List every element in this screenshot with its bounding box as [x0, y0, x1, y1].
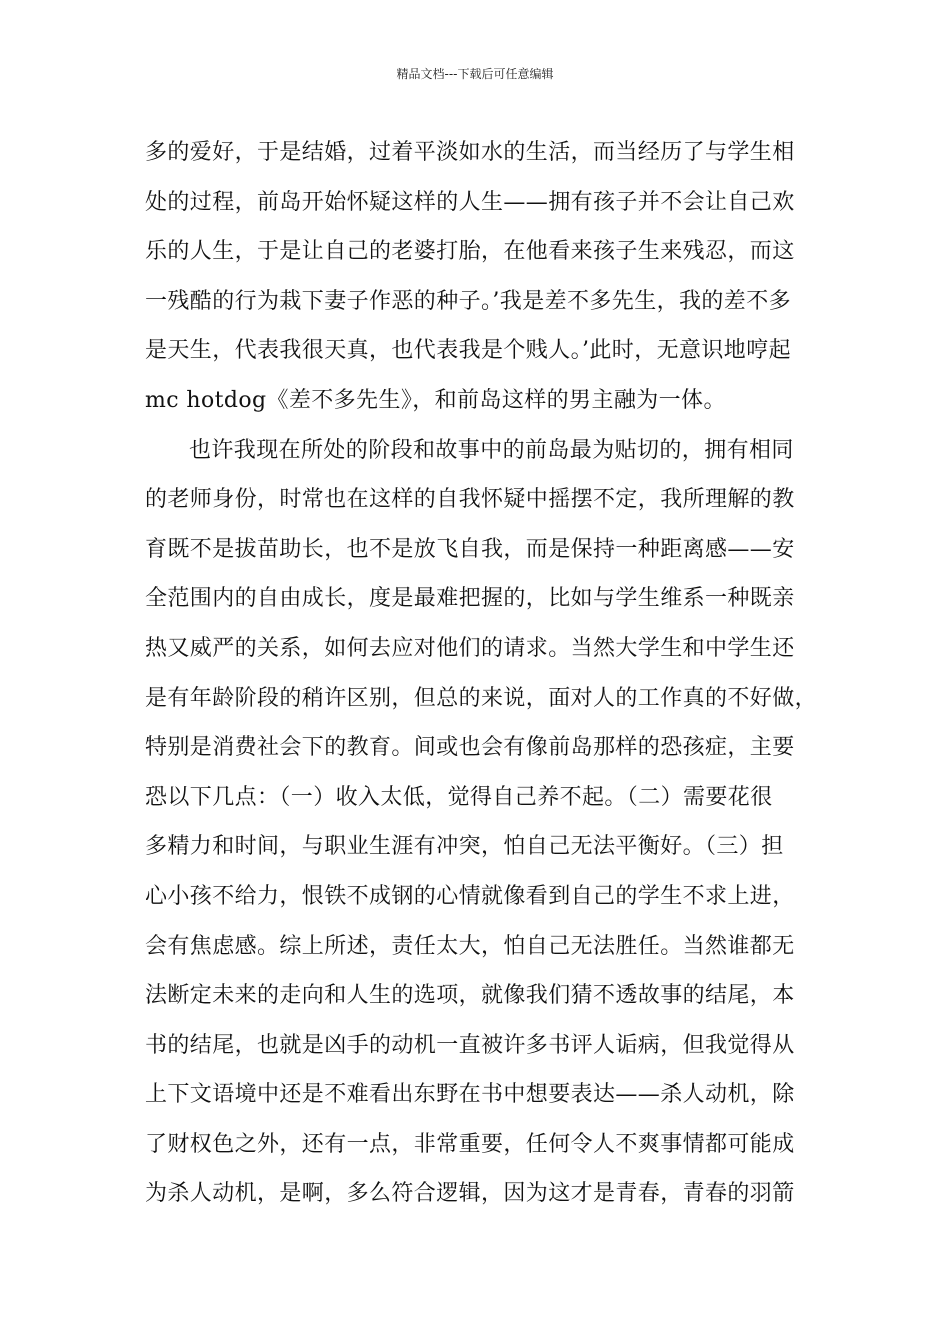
text-line: 法断定未来的走向和人生的选项，就像我们猜不透故事的结尾，本 [145, 983, 795, 1009]
text-line: 会有焦虑感。综上所述，责任太大，怕自己无法胜任。当然谁都无 [145, 933, 795, 959]
text-line: 恐以下几点：（一）收入太低，觉得自己养不起。（二）需要花很 [145, 784, 773, 810]
page-header: 精品文档---下载后可任意编辑 [396, 67, 554, 81]
text-line: 的老师身份，时常也在这样的自我怀疑中摇摆不定，我所理解的教 [145, 487, 795, 513]
text-line: 一残酷的行为栽下妻子作恶的种子。’我是差不多先生，我的差不多 [145, 288, 791, 314]
text-line: 是有年龄阶段的稍许区别，但总的来说，面对人的工作真的不好做， [145, 685, 818, 711]
text-line: 书的结尾，也就是凶手的动机一直被许多书评人诟病，但我觉得从 [145, 1032, 795, 1058]
document-body [145, 128, 825, 1219]
text-line: 是天生，代表我很天真，也代表我是个贱人。’此时，无意识地哼起 [145, 338, 791, 364]
text-line: 热又威严的关系，如何去应对他们的请求。当然大学生和中学生还 [145, 635, 795, 661]
text-line: 心小孩不给力，恨铁不成钢的心情就像看到自己的学生不求上进， [145, 883, 795, 909]
text-line: 多精力和时间，与职业生涯有冲突，怕自己无法平衡好。（三）担 [145, 834, 784, 860]
text-line-indented: 也许我现在所处的阶段和故事中的前岛最为贴切的，拥有相同 [189, 437, 794, 463]
text-line: 为杀人动机，是啊，多么符合逻辑，因为这才是青春，青春的羽箭 [145, 1181, 795, 1207]
text-line: 特别是消费社会下的教育。间或也会有像前岛那样的恐孩症，主要 [145, 735, 795, 761]
text-line: 多的爱好，于是结婚，过着平淡如水的生活，而当经历了与学生相 [145, 140, 795, 165]
paragraph-2 [145, 426, 825, 1220]
text-line: 了财权色之外，还有一点，非常重要，任何令人不爽事情都可能成 [145, 1131, 795, 1157]
text-line: 处的过程，前岛开始怀疑这样的人生——拥有孩子并不会让自己欢 [145, 189, 795, 215]
text-line: 育既不是拔苗助长，也不是放飞自我，而是保持一种距离感——安 [145, 536, 795, 562]
text-line: mc hotdog《差不多先生》，和前岛这样的男主融为一体。 [145, 387, 726, 413]
paragraph-1 [145, 128, 825, 426]
text-line: 上下文语境中还是不难看出东野在书中想要表达——杀人动机，除 [145, 1082, 795, 1108]
text-line: 全范围内的自由成长，度是最难把握的，比如与学生维系一种既亲 [145, 586, 795, 612]
text-line: 乐的人生，于是让自己的老婆打胎，在他看来孩子生来残忍，而这 [145, 239, 795, 265]
